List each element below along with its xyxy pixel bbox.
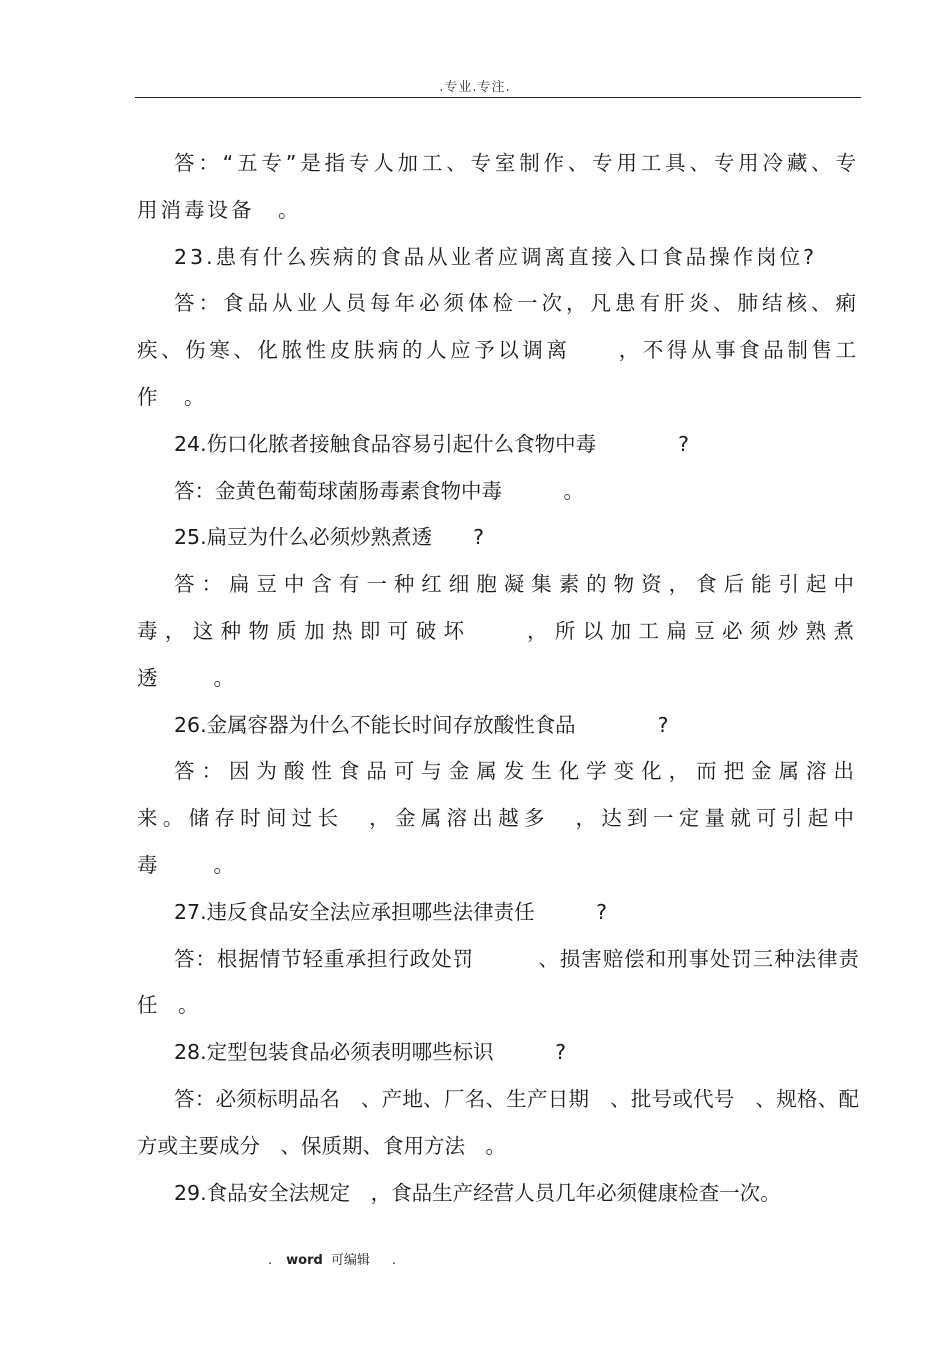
answer-paragraph: 答：“五专”是指专人加工、专室制作、专用工具、专用冷藏、专用消毒设备 。 <box>137 151 859 222</box>
answer-paragraph: 答：食品从业人员每年必须体检一次，凡患有肝炎、肺结核、痢疾、伤寒、化脓性皮肤病的人应予以调离 ，不得从事食品制售工作 。 <box>137 291 859 409</box>
footer-tail-dot: . <box>391 1253 396 1268</box>
page-header: .专业.专注. <box>439 80 511 95</box>
answer-paragraph: 答：金黄色葡萄球菌肠毒素食物中毒 。 <box>174 478 584 503</box>
question-paragraph: 25.扁豆为什么必须炒熟煮透 ? <box>174 525 484 550</box>
footer-word: word <box>286 1253 323 1268</box>
question-paragraph: 29.食品安全法规定 ，食品生产经营人员几年必须健康检查一次。 <box>174 1180 781 1205</box>
question-paragraph: 27.违反食品安全法应承担哪些法律责任 ? <box>174 899 607 924</box>
footer-lead-dot: . <box>268 1253 273 1268</box>
question-paragraph: 26.金属容器为什么不能长时间存放酸性食品 ? <box>174 712 669 737</box>
answer-paragraph: 答：根据情节轻重承担行政处罚 、损害赔偿和刑事处罚三种法律责任 。 <box>137 946 859 1018</box>
header-divider <box>135 97 861 98</box>
page-footer <box>268 1249 396 1268</box>
question-paragraph: 24.伤口化脓者接触食品容易引起什么食物中毒 ? <box>174 431 689 456</box>
answer-paragraph: 答：因为酸性食品可与金属发生化学变化，而把金属溶出来。储存时间过长 ，金属溶出越多 ，达到一定量就可引起中毒 。 <box>137 759 859 877</box>
question-paragraph: 23.患有什么疾病的食品从业者应调离直接入口食品操作岗位? <box>174 244 817 269</box>
footer-editable: 可编辑 <box>330 1253 370 1268</box>
question-paragraph: 28.定型包装食品必须表明哪些标识 ? <box>174 1040 566 1065</box>
answer-paragraph: 答：必须标明品名 、产地、厂名、生产日期 、批号或代号 、规格、配方或主要成分 、保质期、食用方法 。 <box>137 1086 859 1158</box>
answer-paragraph: 答：扁豆中含有一种红细胞凝集素的物资，食后能引起中毒，这种物质加热即可破坏 ，所以加工扁豆必须炒熟煮透 。 <box>137 572 859 690</box>
document-body <box>137 140 859 1216</box>
